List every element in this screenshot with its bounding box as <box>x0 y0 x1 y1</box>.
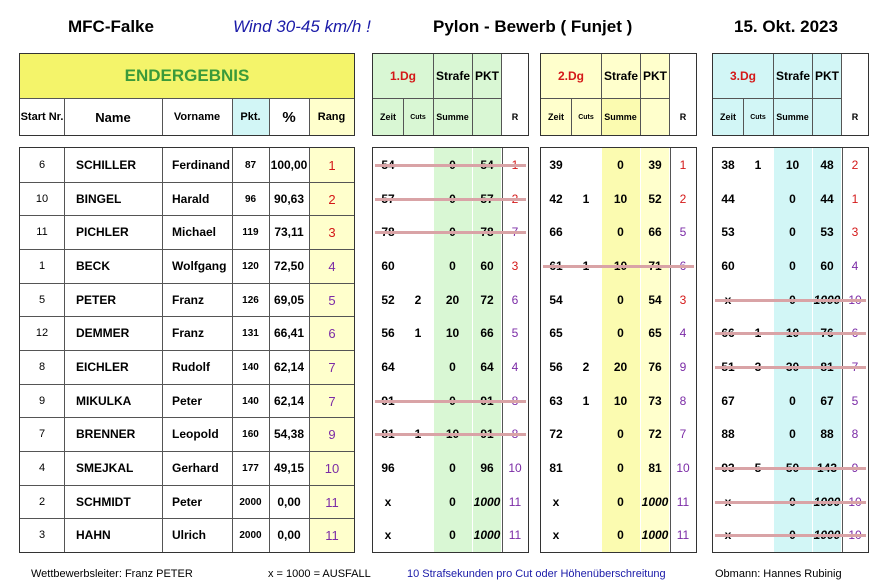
dg-cuts: 2 <box>414 293 422 307</box>
total-points: 120 <box>242 260 259 272</box>
rank: 1 <box>328 157 336 173</box>
start-number: 7 <box>38 428 46 440</box>
dg-zeit: x <box>384 528 392 542</box>
dg-title: 3.Dg <box>713 54 773 98</box>
dg-zeit: 56 <box>381 326 395 340</box>
rank: 11 <box>325 494 339 510</box>
header-strafe hcell: Strafe <box>774 54 812 98</box>
dg-summe: 76 <box>648 360 662 374</box>
header-cuts hcell: Cuts <box>571 99 601 135</box>
banner-title: ENDERGEBNIS <box>20 54 354 98</box>
dg-summe: 67 <box>820 394 834 408</box>
divider <box>309 99 310 135</box>
dg-zeit: x <box>384 495 392 509</box>
participant-vorname: Franz <box>172 293 205 307</box>
dg-rang: 5 <box>851 394 859 408</box>
dg2-header-panel <box>540 53 697 136</box>
dg-zeit: 53 <box>721 225 735 239</box>
header-cuts hcell: Cuts <box>743 99 773 135</box>
participant-name: HAHN <box>76 528 111 542</box>
dg-cuts <box>743 182 773 216</box>
participant-name: SCHMIDT <box>76 495 131 509</box>
participant-name: SCHILLER <box>76 158 136 172</box>
participant-name: PICHLER <box>76 225 129 239</box>
dg-strafe: 20 <box>445 293 460 307</box>
participant-vorname: Peter <box>172 394 203 408</box>
dg-summe: 53 <box>820 225 834 239</box>
header-strafe hcell: Strafe <box>602 54 640 98</box>
dg-strafe: 20 <box>613 360 628 374</box>
start-number: 12 <box>35 327 49 339</box>
dg-summe: 60 <box>480 259 494 273</box>
divider <box>403 99 404 135</box>
dg-cuts: 1 <box>582 394 590 408</box>
percent: 66,41 <box>273 326 305 340</box>
dg-strafe: 0 <box>617 293 624 307</box>
dg-cuts <box>743 249 773 283</box>
dg-rang: 11 <box>676 495 690 509</box>
total-points: 177 <box>242 462 259 474</box>
dg-summe: 48 <box>820 158 834 172</box>
participant-vorname: Franz <box>172 326 205 340</box>
participant-vorname: Rudolf <box>172 360 210 374</box>
header-pct: % <box>269 99 309 135</box>
start-number: 1 <box>38 260 46 272</box>
total-points: 96 <box>244 193 257 205</box>
event-title: Pylon - Bewerb ( Funjet ) <box>433 17 633 36</box>
dg-summe: 60 <box>820 259 834 273</box>
divider <box>571 99 572 135</box>
dg-rang: 2 <box>851 158 859 172</box>
dg-strafe: 0 <box>617 461 624 475</box>
dg-cuts <box>571 283 601 317</box>
dg-zeit: 52 <box>381 293 395 307</box>
percent: 0,00 <box>277 528 301 542</box>
dg-summe: 54 <box>648 293 662 307</box>
dg-zeit: 88 <box>721 427 735 441</box>
dg-strafe: 0 <box>449 360 456 374</box>
percent: 100,00 <box>270 158 308 172</box>
dg-zeit: 56 <box>549 360 563 374</box>
footer-ausfall: x = 1000 = AUSFALL <box>268 568 371 580</box>
dg-zeit: 65 <box>549 326 563 340</box>
dg-zeit: 81 <box>549 461 563 475</box>
dg-rang: 2 <box>679 192 687 206</box>
percent: 54,38 <box>273 427 305 441</box>
start-number: 3 <box>38 529 46 541</box>
participant-vorname: Michael <box>172 225 217 239</box>
header-summe hcell: Summe <box>433 99 472 135</box>
header-pkt-spacer <box>641 99 669 135</box>
participant-vorname: Leopold <box>172 427 219 441</box>
dg-cuts <box>403 249 433 283</box>
dg-summe: 65 <box>648 326 662 340</box>
rank: 2 <box>328 191 336 207</box>
divider <box>64 99 65 135</box>
strike-line <box>715 366 866 369</box>
start-number: 11 <box>36 226 48 238</box>
dg-rang: 6 <box>511 293 519 307</box>
header-pkt-spacer <box>473 99 501 135</box>
dg-rang: 5 <box>511 326 519 340</box>
dg1-body-panel <box>372 147 529 553</box>
percent: 62,14 <box>273 394 305 408</box>
dg-rang: 11 <box>676 528 690 542</box>
dg-summe: 73 <box>648 394 662 408</box>
participant-vorname: Gerhard <box>172 461 219 475</box>
dg-strafe: 10 <box>445 326 460 340</box>
participant-vorname: Harald <box>172 192 210 206</box>
dg-summe: 1000 <box>473 528 501 542</box>
dg-zeit: x <box>552 528 560 542</box>
dg-strafe: 0 <box>617 158 624 172</box>
dg-cuts <box>571 148 601 182</box>
dg-rang: 4 <box>679 326 687 340</box>
dg-summe: 96 <box>480 461 494 475</box>
left-header-panel <box>19 53 355 136</box>
total-points: 131 <box>242 327 259 339</box>
dg-summe: 72 <box>480 293 494 307</box>
rank: 3 <box>328 224 336 240</box>
dg-strafe: 0 <box>789 259 796 273</box>
dg-summe: 1000 <box>473 495 501 509</box>
dg-rang: 3 <box>851 225 859 239</box>
participant-name: BRENNER <box>76 427 136 441</box>
header-r hcell: R <box>670 99 696 135</box>
divider <box>601 99 602 135</box>
dg-summe: 66 <box>648 225 662 239</box>
percent: 72,50 <box>273 259 305 273</box>
dg-cuts <box>571 485 601 519</box>
dg-rang: 5 <box>679 225 687 239</box>
header-zeit hcell: Zeit <box>541 99 571 135</box>
dg-cuts <box>571 518 601 552</box>
header-zeit hcell: Zeit <box>713 99 743 135</box>
dg-rang: 10 <box>676 461 690 475</box>
dg-zeit: 39 <box>549 158 563 172</box>
left-body-panel <box>19 147 355 553</box>
strike-line <box>375 400 526 403</box>
dg-zeit: 38 <box>721 158 735 172</box>
header-r hcell: R <box>502 99 528 135</box>
dg-strafe: 0 <box>789 225 796 239</box>
dg-summe: 52 <box>648 192 662 206</box>
dg-strafe: 0 <box>617 326 624 340</box>
participant-name: BECK <box>76 259 111 273</box>
strike-line <box>715 332 866 335</box>
header-cuts hcell: Cuts <box>403 99 433 135</box>
start-number: 10 <box>35 193 49 205</box>
header-summe hcell: Summe <box>773 99 812 135</box>
dg-summe: 44 <box>820 192 834 206</box>
divider <box>773 99 774 135</box>
participant-name: DEMMER <box>76 326 130 340</box>
strike-line <box>715 534 866 537</box>
dg-strafe: 0 <box>617 427 624 441</box>
dg-zeit: 67 <box>721 394 735 408</box>
dg-strafe: 10 <box>613 192 628 206</box>
participant-name: SMEJKAL <box>76 461 134 475</box>
dg-rang: 3 <box>511 259 519 273</box>
dg-title: 2.Dg <box>541 54 601 98</box>
total-points: 2000 <box>239 529 262 541</box>
rank: 6 <box>328 325 336 341</box>
strike-line <box>375 433 526 436</box>
dg-zeit: 42 <box>549 192 563 206</box>
dg-cuts <box>571 215 601 249</box>
dg-rang: 1 <box>851 192 859 206</box>
dg-summe: 1000 <box>641 495 669 509</box>
dg-rang: 9 <box>679 360 687 374</box>
footer-obmann: Obmann: Hannes Rubinig <box>715 568 842 580</box>
header-pkt hcell: PKT <box>641 54 669 98</box>
dg-summe: 64 <box>480 360 494 374</box>
total-points: 140 <box>242 395 259 407</box>
header-rang: Rang <box>309 99 354 135</box>
total-points: 2000 <box>239 496 262 508</box>
dg-zeit: 54 <box>549 293 563 307</box>
dg2-body-panel <box>540 147 697 553</box>
dg-strafe: 10 <box>613 394 628 408</box>
dg3-body-panel <box>712 147 869 553</box>
strike-line <box>375 164 526 167</box>
header-start: Start Nr. <box>20 99 64 135</box>
dg-zeit: 64 <box>381 360 395 374</box>
dg-strafe: 0 <box>449 461 456 475</box>
dg-cuts <box>743 384 773 418</box>
participant-name: MIKULKA <box>76 394 132 408</box>
dg-zeit: 44 <box>721 192 735 206</box>
strike-line <box>375 198 526 201</box>
header-name: Name <box>64 99 162 135</box>
dg-cuts <box>571 451 601 485</box>
rank: 4 <box>328 258 336 274</box>
percent: 62,14 <box>273 360 305 374</box>
total-points: 140 <box>242 361 259 373</box>
dg-cuts: 1 <box>414 326 422 340</box>
strike-line <box>375 231 526 234</box>
dg-title: 1.Dg <box>373 54 433 98</box>
start-number: 8 <box>38 361 46 373</box>
strike-line <box>715 299 866 302</box>
dg-cuts <box>743 417 773 451</box>
dg-strafe: 10 <box>785 158 800 172</box>
dg-cuts <box>571 316 601 350</box>
dg-zeit: 96 <box>381 461 395 475</box>
dg-cuts: 1 <box>754 158 762 172</box>
dg-strafe: 0 <box>789 427 796 441</box>
dg-rang: 11 <box>508 528 522 542</box>
dg-rang: 4 <box>511 360 519 374</box>
rank: 11 <box>325 527 339 543</box>
participant-name: EICHLER <box>76 360 129 374</box>
percent: 69,05 <box>273 293 305 307</box>
dg-rang: 7 <box>679 427 687 441</box>
rank: 7 <box>328 393 336 409</box>
total-points: 126 <box>242 294 259 306</box>
dg-summe: 72 <box>648 427 662 441</box>
dg-strafe: 0 <box>449 495 456 509</box>
dg-cuts: 1 <box>582 192 590 206</box>
dg-zeit: 63 <box>549 394 563 408</box>
dg-zeit: x <box>552 495 560 509</box>
dg-strafe: 0 <box>449 259 456 273</box>
dg-strafe: 0 <box>617 225 624 239</box>
start-number: 6 <box>38 159 46 171</box>
dg-summe: 1000 <box>641 528 669 542</box>
total-points: 119 <box>242 226 259 238</box>
header-pkt-spacer <box>813 99 841 135</box>
divider <box>162 99 163 135</box>
dg-cuts <box>403 518 433 552</box>
dg-zeit: 60 <box>721 259 735 273</box>
dg-strafe: 0 <box>617 495 624 509</box>
start-number: 2 <box>38 496 46 508</box>
dg-strafe: 0 <box>449 528 456 542</box>
header-vorname: Vorname <box>162 99 232 135</box>
header-summe hcell: Summe <box>601 99 640 135</box>
dg-cuts <box>571 417 601 451</box>
rank: 5 <box>328 292 336 308</box>
divider <box>232 99 233 135</box>
dg-cuts <box>403 485 433 519</box>
dg-rang: 8 <box>851 427 859 441</box>
dg-strafe: 0 <box>789 192 796 206</box>
total-points: 160 <box>242 428 259 440</box>
participant-vorname: Ferdinand <box>172 158 231 172</box>
divider <box>743 99 744 135</box>
participant-vorname: Peter <box>172 495 203 509</box>
rank: 7 <box>328 359 336 375</box>
dg-rang: 8 <box>679 394 687 408</box>
divider <box>269 99 270 135</box>
dg-summe: 39 <box>648 158 662 172</box>
dg-cuts <box>743 215 773 249</box>
dg-strafe: 0 <box>789 394 796 408</box>
percent: 49,15 <box>273 461 305 475</box>
header-strafe hcell: Strafe <box>434 54 472 98</box>
dg-summe: 81 <box>648 461 662 475</box>
event-date: 15. Okt. 2023 <box>734 17 838 36</box>
strike-line <box>543 265 694 268</box>
percent: 0,00 <box>277 495 301 509</box>
start-number: 5 <box>38 294 46 306</box>
wind-note: Wind 30-45 km/h ! <box>233 17 371 36</box>
dg-zeit: 60 <box>381 259 395 273</box>
header-pkt hcell: PKT <box>473 54 501 98</box>
percent: 73,11 <box>274 225 304 239</box>
header-r hcell: R <box>842 99 868 135</box>
percent: 90,63 <box>273 192 305 206</box>
participant-vorname: Ulrich <box>172 528 207 542</box>
dg-rang: 1 <box>679 158 687 172</box>
participant-vorname: Wolfgang <box>172 259 227 273</box>
footer-hinweis: 10 Strafsekunden pro Cut oder Höhenüberschreitung <box>407 568 666 580</box>
rank: 10 <box>324 460 340 476</box>
participant-name: PETER <box>76 293 117 307</box>
participant-name: BINGEL <box>76 192 122 206</box>
dg-summe: 88 <box>820 427 834 441</box>
total-points: 87 <box>244 159 257 171</box>
footer-leiter: Wettbewerbsleiter: Franz PETER <box>31 568 193 580</box>
dg3-header-panel <box>712 53 869 136</box>
dg-summe: 66 <box>480 326 494 340</box>
dg-rang: 3 <box>679 293 687 307</box>
strike-line <box>715 501 866 504</box>
dg-cuts: 2 <box>582 360 590 374</box>
dg-cuts <box>403 350 433 384</box>
dg-rang: 4 <box>851 259 859 273</box>
dg-rang: 11 <box>508 495 522 509</box>
start-number: 4 <box>38 462 46 474</box>
dg1-header-panel <box>372 53 529 136</box>
dg-rang: 10 <box>508 461 522 475</box>
header-zeit hcell: Zeit <box>373 99 403 135</box>
dg-zeit: 66 <box>549 225 563 239</box>
dg-strafe: 0 <box>617 528 624 542</box>
divider <box>433 99 434 135</box>
dg-zeit: 72 <box>549 427 563 441</box>
start-number: 9 <box>38 395 46 407</box>
header-pkt: Pkt. <box>232 99 269 135</box>
rank: 9 <box>328 426 336 442</box>
club-name: MFC-Falke <box>68 17 154 36</box>
strike-line <box>715 467 866 470</box>
header-pkt hcell: PKT <box>813 54 841 98</box>
dg-cuts <box>403 451 433 485</box>
